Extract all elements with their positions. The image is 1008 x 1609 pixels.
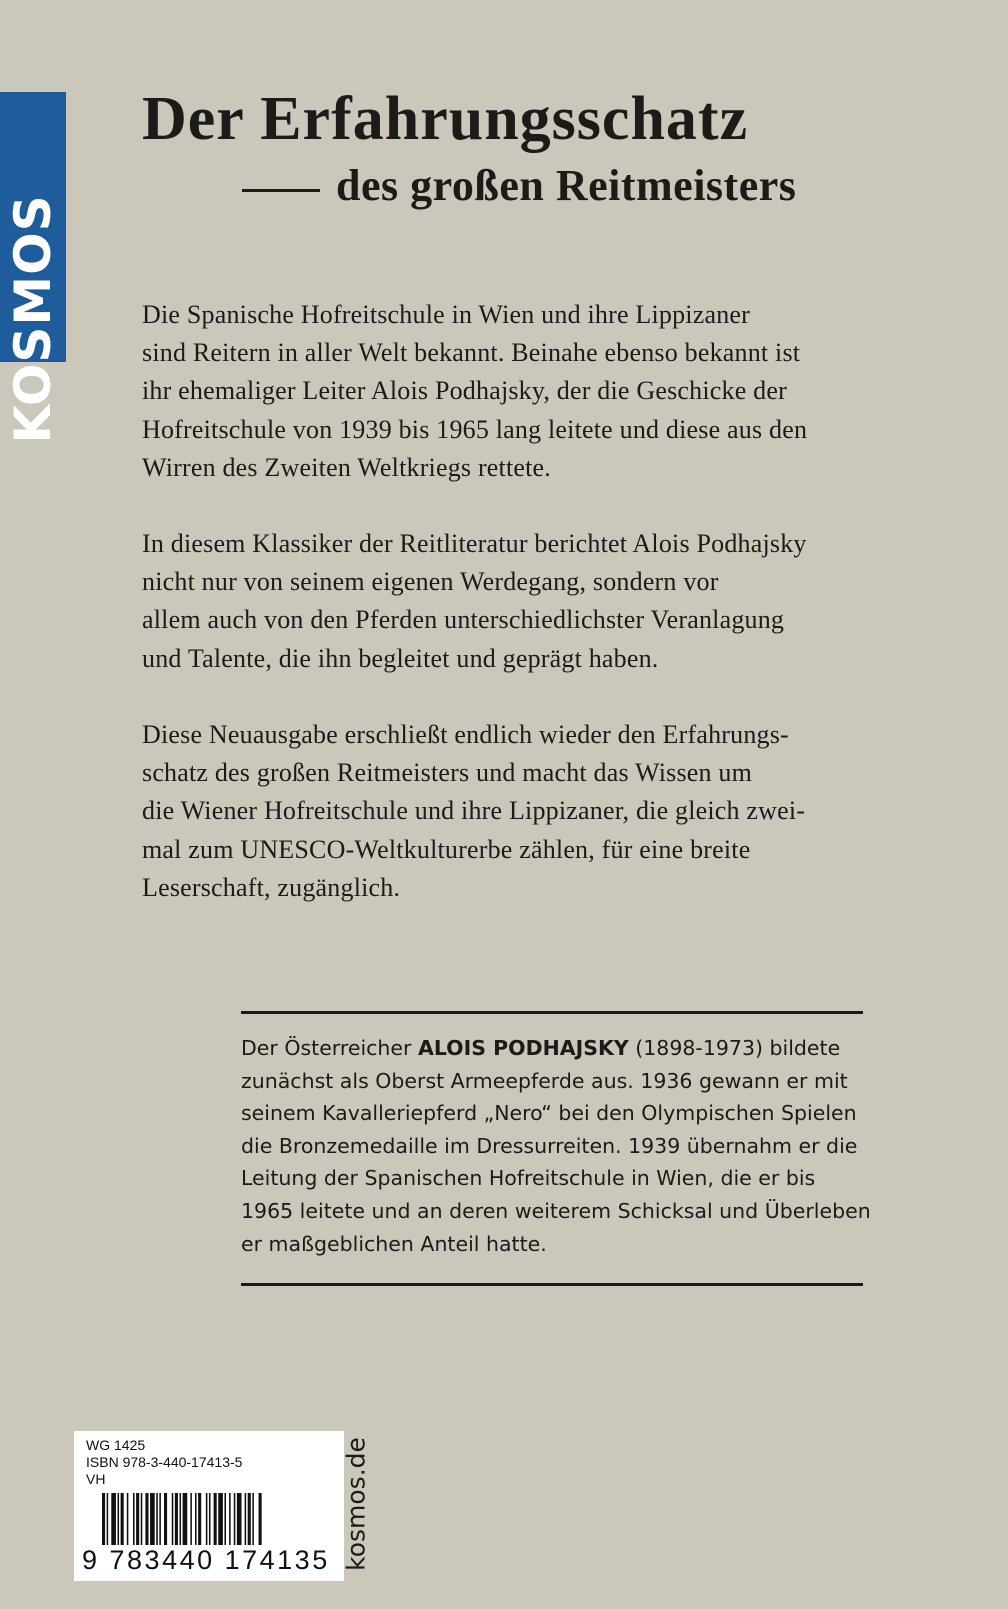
author-bio [241, 1032, 881, 1260]
description-paragraph-1 [142, 296, 862, 487]
barcode-bar [156, 1493, 158, 1551]
barcode-bar [172, 1493, 174, 1551]
barcode-wg: WG 1425 [86, 1437, 146, 1453]
barcode-bars [102, 1493, 330, 1551]
title-dash [242, 189, 320, 192]
bio-suffix: (1898-1973) bildete [628, 1036, 841, 1060]
barcode-bar [229, 1493, 231, 1551]
barcode-bar [107, 1493, 109, 1551]
barcode-number: 9 783440 174135 [82, 1545, 330, 1575]
bio-line: die Bronzemedaille im Dressurreiten. 1939 übernahm er die [241, 1133, 858, 1158]
barcode-bar [209, 1493, 211, 1551]
website-url: kosmos.de [341, 1437, 371, 1571]
barcode-bar [245, 1493, 247, 1551]
barcode-bar [164, 1493, 167, 1551]
bio-line: seinem Kavalleriepferd „Nero“ bei den Olympischen Spielen [241, 1101, 857, 1126]
bio-line: Leitung der Spanischen Hofreitschule in Wien, die er bis [241, 1166, 816, 1191]
barcode-bar [248, 1493, 251, 1551]
bio-top-rule [241, 1011, 863, 1014]
paragraph-line: In diesem Klassiker der Reitliteratur berichtet Alois Podhajsky [142, 529, 807, 558]
bio-line: er maßgeblichen Anteil hatte. [241, 1231, 547, 1256]
title-line-1: Der Erfahrungsschatz [142, 85, 749, 153]
paragraph-line: die Wiener Hofreitschule und ihre Lippizaner, die gleich zwei- [142, 796, 806, 826]
title-line-2-wrap [242, 160, 796, 211]
barcode-bar [141, 1493, 143, 1551]
bio-line: zunächst als Oberst Armeepferde aus. 1936 gewann er mit [241, 1068, 848, 1093]
barcode-bar [180, 1493, 182, 1551]
paragraph-line: ihr ehemaliger Leiter Alois Podhajsky, der die Geschicke der [142, 376, 787, 406]
author-name: ALOIS PODHAJSKY [417, 1036, 629, 1060]
barcode-bar [127, 1493, 129, 1551]
publisher-logo-tab [0, 92, 66, 444]
barcode-vh: VH [86, 1471, 106, 1487]
barcode-isbn: ISBN 978-3-440-17413-5 [86, 1454, 243, 1470]
paragraph-line: und Talente, die ihn begleitet und geprägt haben. [142, 643, 659, 673]
barcode-bar [145, 1493, 148, 1551]
barcode-bar [224, 1493, 226, 1551]
barcode-bar [136, 1493, 139, 1551]
barcode-bar [133, 1493, 135, 1551]
barcode-bar [206, 1493, 208, 1551]
paragraph-line: sind Reitern in aller Welt bekannt. Beinahe ebenso bekannt ist [142, 338, 801, 368]
paragraph-line: schatz des großen Reitmeisters und macht das Wissen um [142, 758, 753, 788]
barcode-bar [259, 1493, 262, 1551]
barcode-bar [234, 1493, 236, 1551]
paragraph-line: Leserschaft, zugänglich. [142, 872, 401, 902]
bio-line: 1965 leitete und an deren weiterem Schicksal und Überleben [241, 1198, 871, 1223]
paragraph-line: nicht nur von seinem eigenen Werdegang, sondern vor [142, 567, 719, 597]
paragraph-line: Wirren des Zweiten Weltkriegs rettete. [142, 452, 551, 482]
publisher-logo: KOSMOS [4, 194, 62, 444]
barcode-bar [111, 1493, 116, 1551]
paragraph-line: allem auch von den Pferden unterschiedlichster Veranlagung [142, 605, 785, 635]
barcode-bar [195, 1493, 197, 1551]
barcode-bar [118, 1493, 120, 1551]
description-paragraph-3 [142, 716, 862, 907]
paragraph-line: Diese Neuausgabe erschließt endlich wieder den Erfahrungs- [142, 720, 789, 749]
barcode-bar [214, 1493, 217, 1551]
paragraph-line: Hofreitschule von 1939 bis 1965 lang leitete und diese aus den [142, 414, 808, 444]
barcode-bar [150, 1493, 155, 1551]
description-paragraph-2 [142, 525, 862, 678]
bio-bottom-rule [241, 1283, 863, 1286]
title-line-2: des großen Reitmeisters [336, 161, 797, 210]
bio-line [241, 1032, 881, 1065]
paragraph-line: Die Spanische Hofreitschule in Wien und ihre Lippizaner [142, 300, 751, 329]
bio-prefix: Der Österreicher [241, 1036, 418, 1060]
barcode-bar [102, 1493, 105, 1551]
barcode-bar [121, 1493, 124, 1551]
barcode-bar [183, 1493, 188, 1551]
barcode-bar [218, 1493, 223, 1551]
barcode-bar [198, 1493, 201, 1551]
barcode-label [74, 1431, 344, 1581]
barcode-bar [190, 1493, 192, 1551]
barcode-bar [159, 1493, 161, 1551]
paragraph-line: mal zum UNESCO-Weltkulturerbe zählen, für eine breite [142, 834, 751, 864]
barcode-bar [252, 1493, 254, 1551]
barcode-bar [175, 1493, 178, 1551]
barcode-bar [237, 1493, 242, 1551]
